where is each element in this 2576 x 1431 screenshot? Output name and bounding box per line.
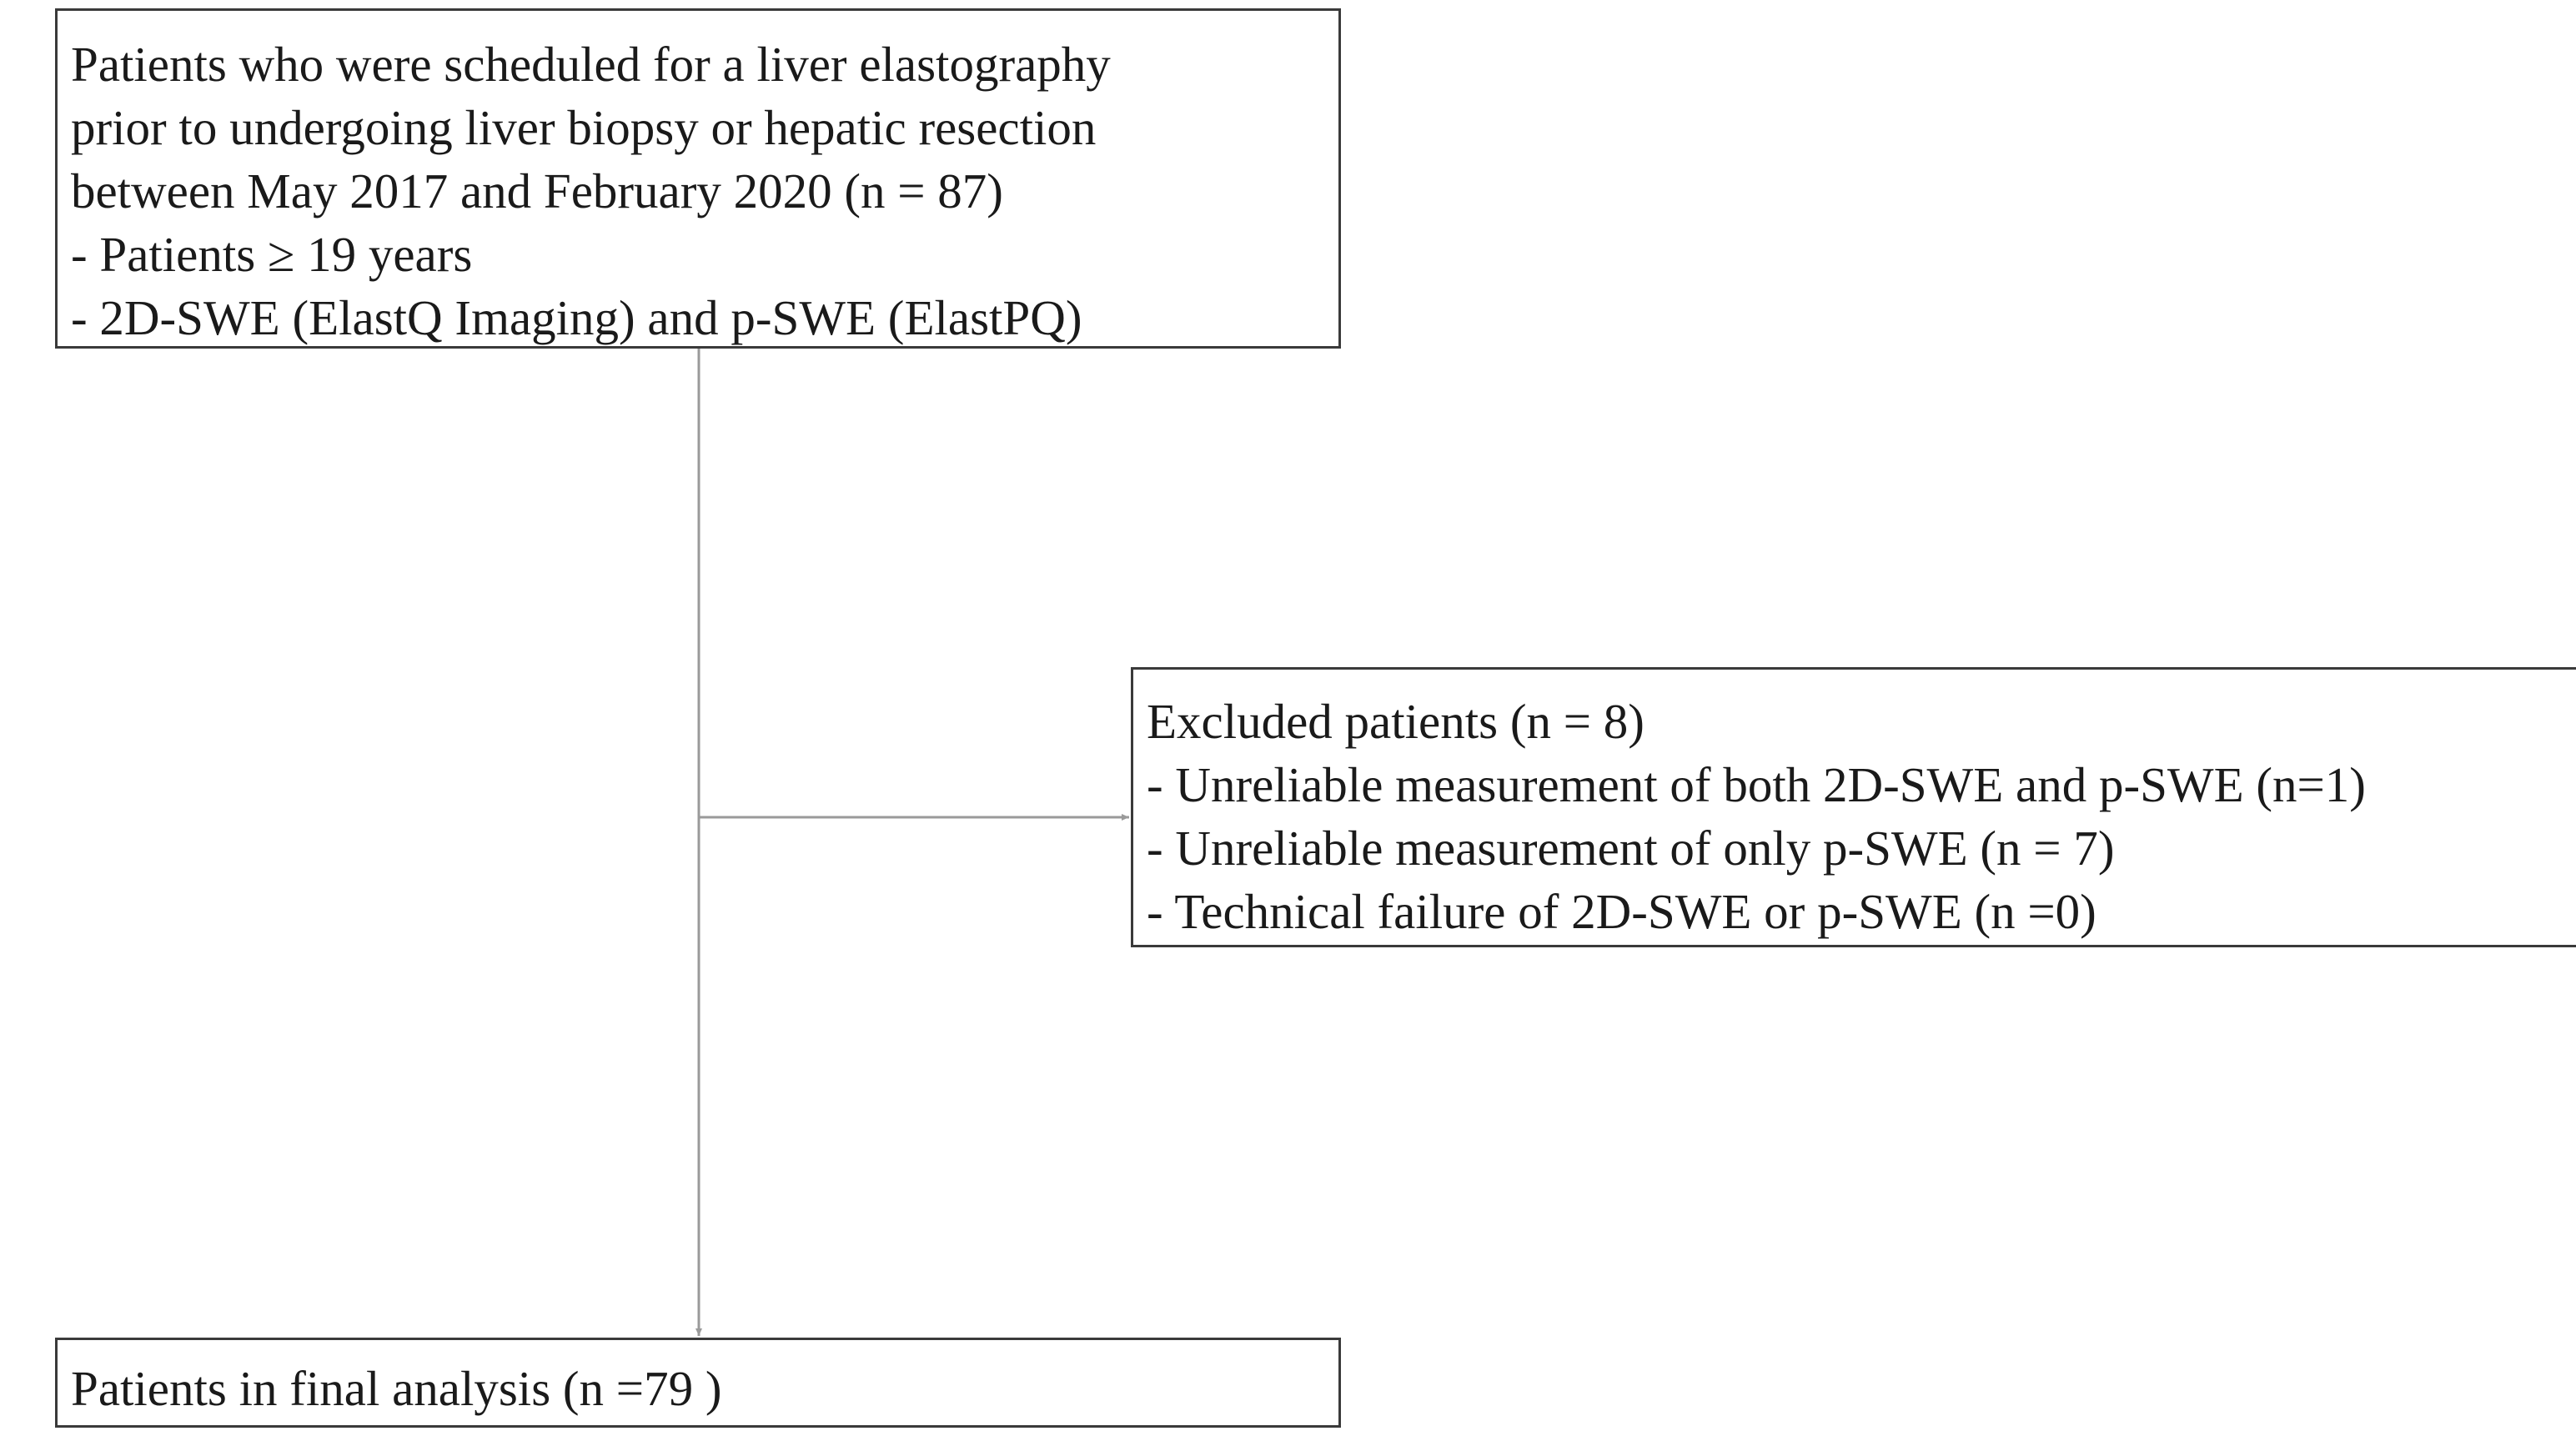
inclusion-criteria-box xyxy=(55,8,1341,349)
inclusion-line: Patients who were scheduled for a liver elastography xyxy=(71,37,1111,92)
excluded-patients-box xyxy=(1131,667,2576,947)
excluded-line: - Unreliable measurement of only p-SWE (n = 7) xyxy=(1147,821,2115,876)
inclusion-line: between May 2017 and February 2020 (n = 87) xyxy=(71,163,1003,218)
excluded-line: - Technical failure of 2D-SWE or p-SWE (n =0) xyxy=(1147,884,2096,939)
inclusion-line: - 2D-SWE (ElastQ Imaging) and p-SWE (ElastPQ) xyxy=(71,290,1082,345)
excluded-line: - Unreliable measurement of both 2D-SWE and p-SWE (n=1) xyxy=(1147,757,2366,812)
inclusion-line: - Patients ≥ 19 years xyxy=(71,227,473,282)
final-analysis-line: Patients in final analysis (n =79 ) xyxy=(71,1361,722,1416)
excluded-line: Excluded patients (n = 8) xyxy=(1147,694,1645,749)
final-analysis-box xyxy=(55,1338,1341,1428)
inclusion-line: prior to undergoing liver biopsy or hepatic resection xyxy=(71,100,1097,155)
